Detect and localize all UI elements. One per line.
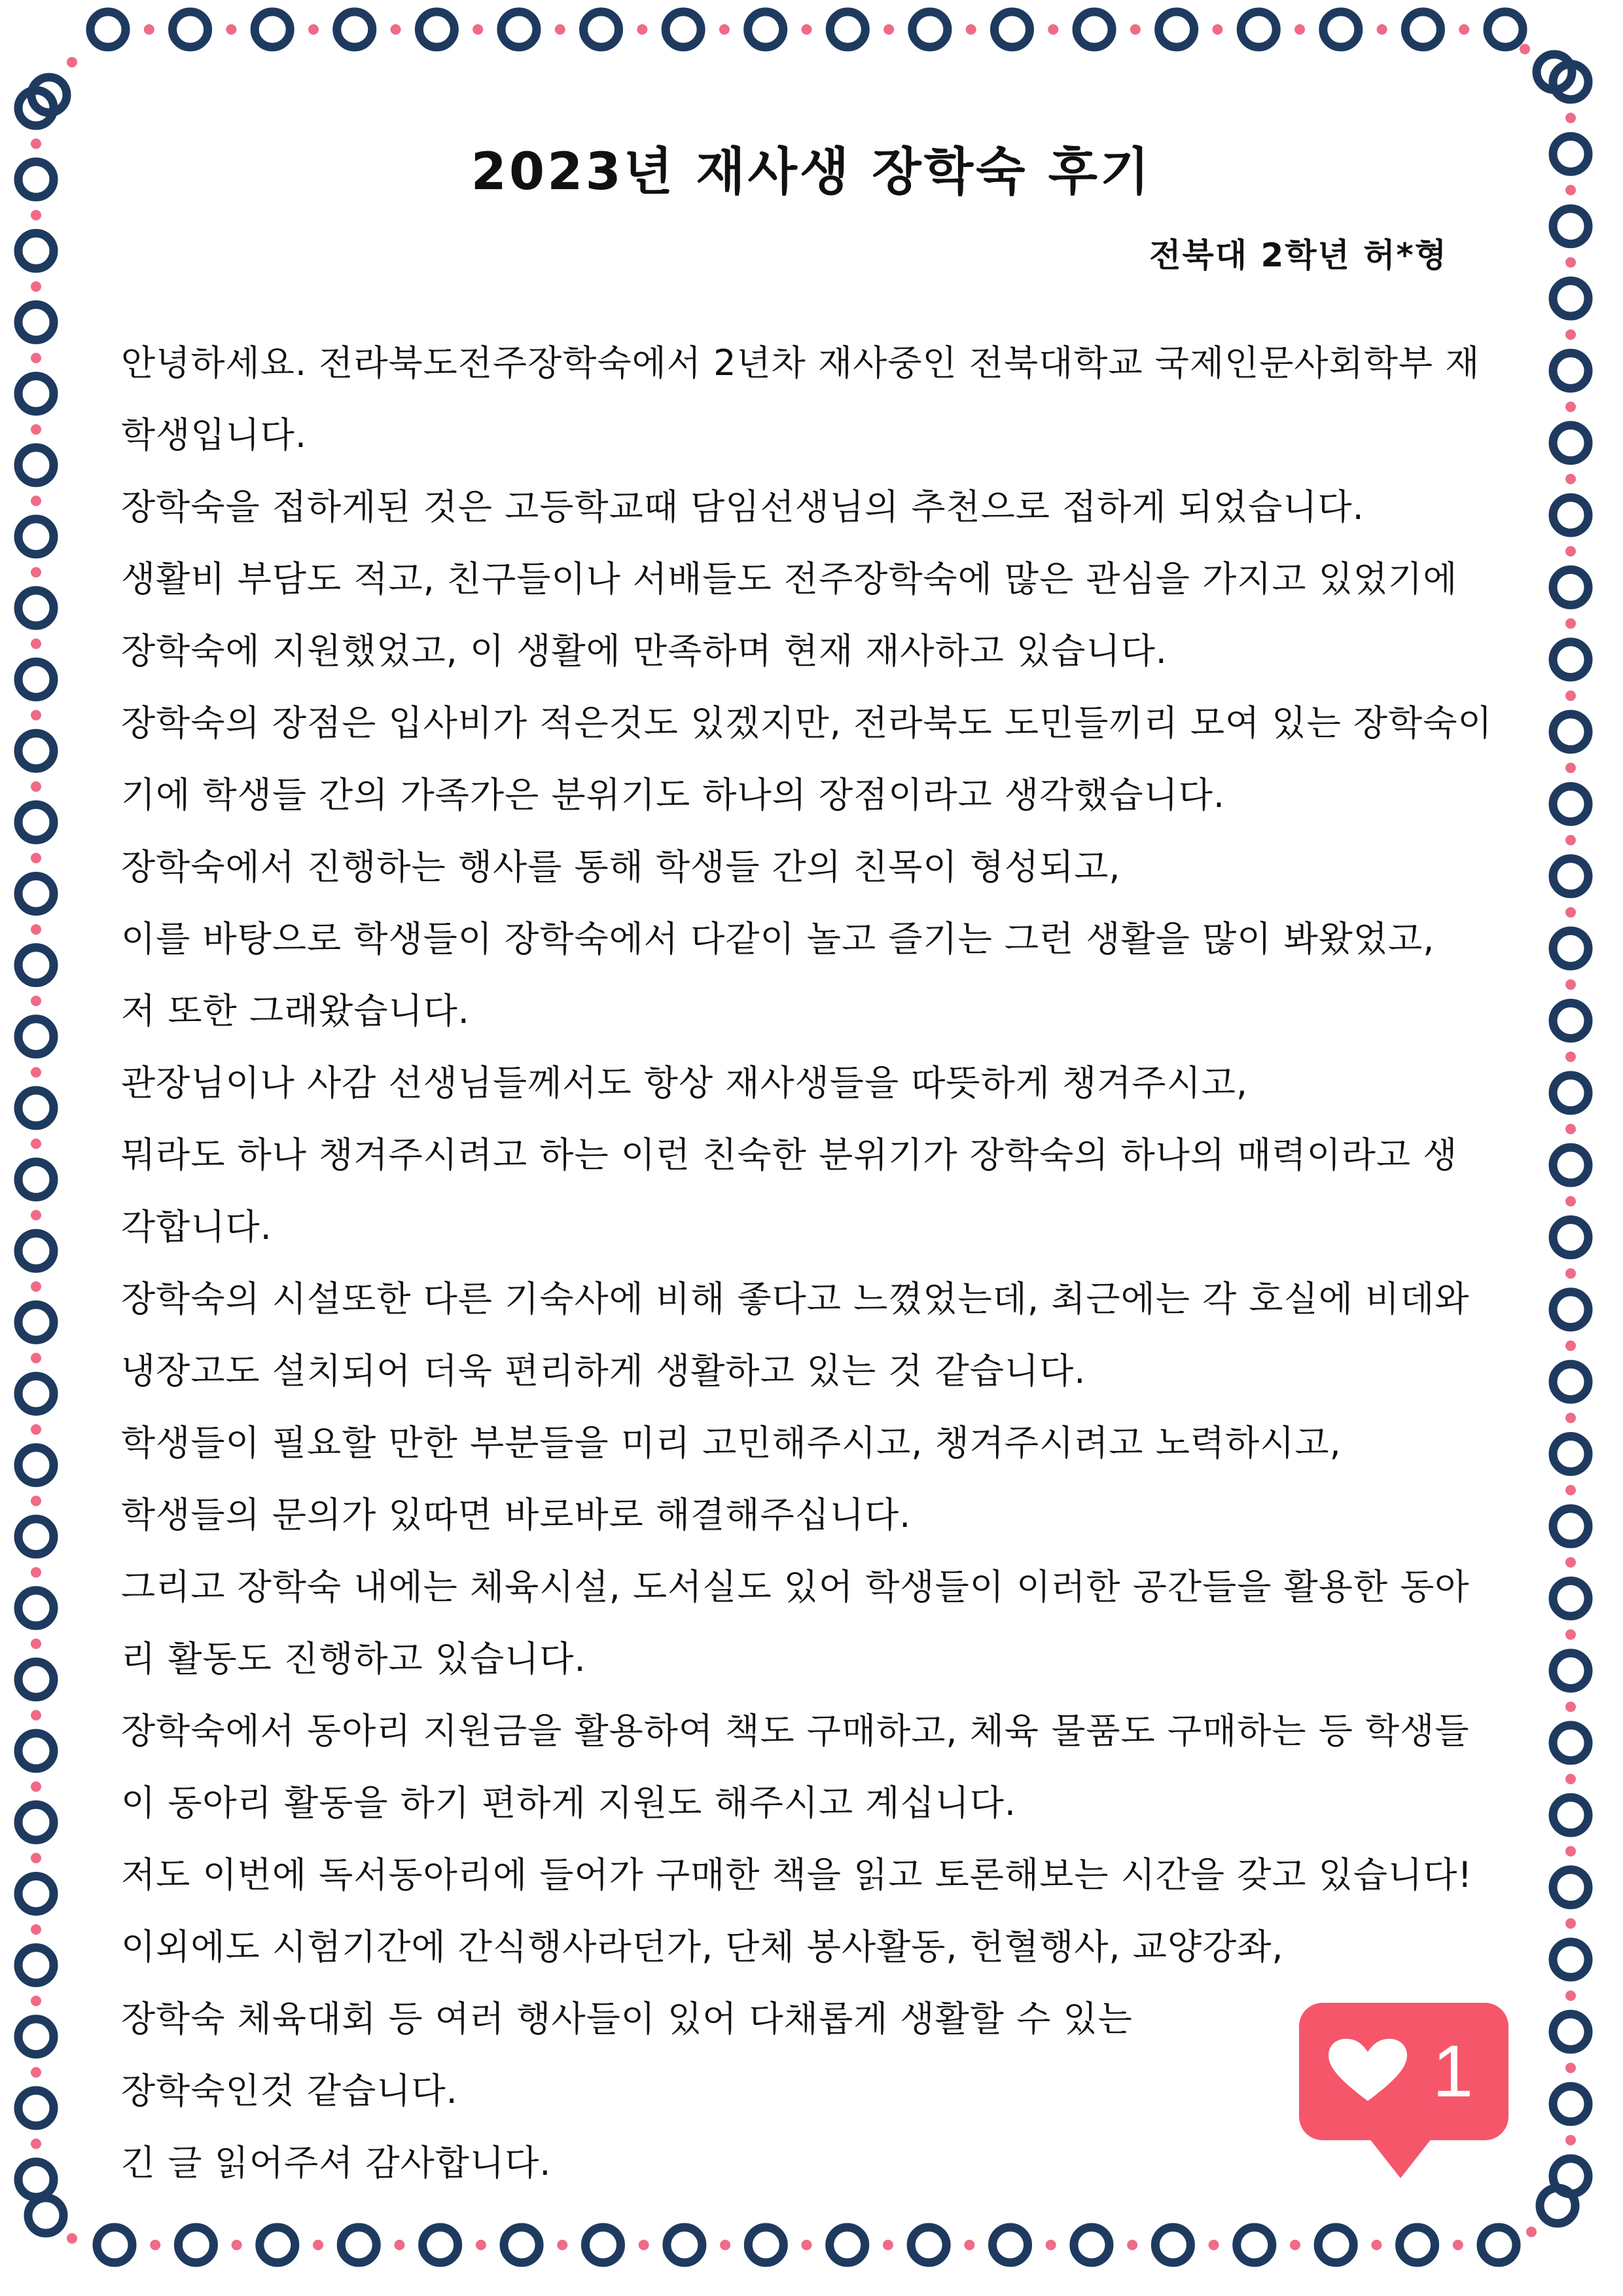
border-ring [18,590,54,626]
border-ring [667,2227,702,2263]
page-title: 2023년 재사생 장학숙 후기 [471,143,1152,202]
border-dot [31,1282,41,1292]
border-dot [1565,762,1576,773]
border-dot [31,1853,41,1863]
border-dot [1371,2240,1382,2250]
heart-icon [1329,2039,1407,2104]
border-dot [1209,2240,1219,2250]
border-dot [31,1924,41,1935]
border-ring [1553,1797,1588,1833]
border-ring [18,2162,54,2197]
text-line: 냉장고도 설치되어 더욱 편리하게 생활하고 있는 것 같습니다. [121,1350,1086,1391]
border-dot [31,353,41,363]
border-dot [1565,1846,1576,1856]
border-dot [308,24,319,35]
border-ring [830,12,865,47]
border-dot [1565,1629,1576,1640]
border-dot [31,1210,41,1221]
border-ring [1553,859,1588,894]
border-ring [1553,1942,1588,1977]
border-ring [1553,1870,1588,1905]
border-ring [18,1733,54,1768]
border-dot [1212,24,1222,35]
border-dot [555,24,565,35]
like-badge [1299,2003,1508,2140]
text-line: 장학숙인것 같습니다. [121,2070,458,2111]
author-line: 전북대 2학년 허*형 [1149,236,1448,274]
border-ring [1553,1437,1588,1472]
border-dot [31,1067,41,1077]
border-ring [1553,1075,1588,1111]
border-ring [666,12,701,47]
border-dot [1565,1990,1576,2001]
border-dot [883,24,894,35]
border-dot [31,1996,41,2006]
border-dot [1565,1340,1576,1351]
border-ring [912,12,948,47]
like-badge-tail [1364,2132,1436,2178]
border-dot [1565,691,1576,701]
border-dot [31,853,41,863]
border-dot [31,567,41,577]
border-dot [1565,402,1576,412]
border-ring [993,2227,1028,2263]
border-ring [1400,2227,1435,2263]
border-ring [585,2227,620,2263]
border-ring [501,12,537,47]
border-ring [1553,786,1588,821]
border-ring [18,1162,54,1197]
border-ring [1155,2227,1190,2263]
border-dot [144,24,154,35]
text-line: 이 동아리 활동을 하기 편하게 지원도 해주시고 계십니다. [121,1782,1017,1823]
border-dot [31,1139,41,1149]
border-dot [639,2240,649,2250]
border-dot [1565,835,1576,846]
border-dot [1565,1774,1576,1784]
border-dot [1565,1052,1576,1062]
border-dot [1565,2062,1576,2073]
border-dot [1565,1268,1576,1279]
border-ring [97,2227,132,2263]
border-ring [1553,1653,1588,1689]
border-dot [1565,1918,1576,1929]
border-dot [1565,329,1576,340]
border-ring [18,2019,54,2054]
text-line: 이를 바탕으로 학생들이 장학숙에서 다같이 놀고 즐기는 그런 생활을 많이 봐왔었고, [121,918,1435,960]
border-dot [31,710,41,721]
border-dot [1565,2135,1576,2145]
border-dot [1565,1485,1576,1496]
text-line: 장학숙에서 진행하는 행사를 통해 학생들 간의 친목이 형성되고, [121,846,1121,888]
border-ring [1553,569,1588,605]
border-ring [1553,1725,1588,1761]
border-ring [1553,642,1588,677]
border-ring [1553,1292,1588,1327]
border-ring [1241,12,1276,47]
border-dot [31,1353,41,1363]
border-dot [719,24,730,35]
text-line: 이외에도 시험기간에 간식행사라던가, 단체 봉사활동, 헌혈행사, 교양강좌, [121,1926,1284,1967]
border-dot [31,781,41,792]
text-line: 생활비 부담도 적고, 친구들이나 서배들도 전주장학숙에 많은 관심을 가지고 있었기에 [121,558,1458,600]
border-ring [18,519,54,554]
border-dot [720,2240,730,2250]
text-line: 리 활동도 진행하고 있습니다. [121,1638,586,1679]
border-ring [1553,497,1588,533]
border-ring [18,1090,54,1126]
border-ring [1553,931,1588,966]
border-ring [18,448,54,483]
text-line: 관장님이나 사감 선생님들께서도 항상 재사생들을 따뜻하게 챙겨주시고, [121,1062,1249,1103]
border-dot [31,424,41,435]
text-line: 학생들의 문의가 있따면 바로바로 해결해주십니다. [121,1494,912,1535]
border-ring [18,376,54,412]
border-ring [830,2227,865,2263]
border-dot [473,24,483,35]
border-ring [18,233,54,268]
border-ring [18,662,54,697]
text-line: 긴 글 읽어주셔 감사합니다. [121,2142,552,2183]
border-ring [18,1519,54,1554]
text-line: 저도 이번에 독서동아리에 들어가 구매한 책을 읽고 토론해보는 시간을 갖고 있습니다! [121,1854,1473,1895]
border-ring [748,12,783,47]
text-line: 저 또한 그래왔습니다. [121,990,470,1031]
border-dot [1520,44,1530,54]
border-dot [313,2240,323,2250]
border-ring [18,1304,54,1340]
border-dot [394,2240,404,2250]
border-ring [18,2090,54,2126]
border-dot [391,24,401,35]
border-dot [31,1567,41,1577]
border-ring [337,12,372,47]
border-dot [1565,113,1576,123]
text-line: 장학숙 체육대회 등 여러 행사들이 있어 다채롭게 생활할 수 있는 [121,1998,1133,2039]
border-ring [1553,209,1588,244]
border-dot [1294,24,1305,35]
border-ring [18,1448,54,1483]
border-ring [748,2227,783,2263]
text-line: 학생입니다. [121,414,307,456]
text-line: 장학숙의 장점은 입사비가 적은것도 있겠지만, 전라북도 도민들끼리 모여 있는 장학숙이 [121,702,1493,744]
border-ring [1074,2227,1109,2263]
border-dot [150,2240,160,2250]
border-ring [1553,281,1588,316]
border-dot [1565,474,1576,484]
border-ring [1488,12,1523,47]
border-ring [260,2227,295,2263]
border-dot [1046,2240,1056,2250]
border-ring [1553,1003,1588,1038]
border-dot [31,1710,41,1721]
border-ring [18,733,54,768]
border-ring [1553,1509,1588,1544]
border-ring [1553,1220,1588,1255]
border-dot [1459,24,1469,35]
border-ring [28,2198,63,2233]
border-dot [67,57,77,67]
border-ring [1553,353,1588,388]
border-ring [1318,2227,1353,2263]
border-ring [18,1590,54,1626]
border-ring [18,1662,54,1697]
border-ring [173,12,208,47]
border-dot [476,2240,486,2250]
border-ring [1553,714,1588,749]
border-ring [18,1948,54,1983]
border-ring [1481,2227,1516,2263]
border-dot [1565,257,1576,268]
border-dot [31,2067,41,2077]
border-dot [232,2240,242,2250]
border-ring [423,2227,458,2263]
border-ring [18,304,54,340]
border-dot [1048,24,1058,35]
border-dot [67,2233,77,2244]
border-dot [31,1424,41,1435]
border-dot [1565,1412,1576,1423]
border-ring [178,2227,213,2263]
border-ring [1553,1147,1588,1183]
border-dot [31,1496,41,1506]
border-ring [994,12,1029,47]
border-ring [18,804,54,840]
border-ring [1405,12,1440,47]
border-ring [18,948,54,983]
border-ring [90,12,126,47]
text-line: 장학숙을 접하게된 것은 고등학교때 담임선생님의 추천으로 접하게 되었습니다. [121,486,1364,528]
border-ring [18,1804,54,1840]
border-ring [1553,425,1588,461]
text-line: 뭐라도 하나 챙겨주시려고 하는 이런 친숙한 분위기가 장학숙의 하나의 매력이라고 생 [121,1134,1458,1175]
border-ring [1553,1581,1588,1616]
border-dot [31,1782,41,1792]
border-ring [911,2227,946,2263]
border-dot [964,2240,974,2250]
text-line: 학생들이 필요할 만한 부분들을 미리 고민해주시고, 챙겨주시려고 노력하시고, [121,1422,1342,1463]
border-ring [18,1876,54,1911]
border-ring [1237,2227,1272,2263]
border-dot [31,281,41,292]
border-ring [419,12,454,47]
text-line: 기에 학생들 간의 가족가은 분위기도 하나의 장점이라고 생각했습니다. [121,774,1226,816]
border-dot [1130,24,1141,35]
border-ring [255,12,290,47]
border-dot [31,495,41,506]
border-ring [341,2227,376,2263]
text-line: 그리고 장학숙 내에는 체육시설, 도서실도 있어 학생들이 이러한 공간들을 활용한 동아 [121,1566,1470,1607]
border-dot [31,639,41,649]
like-count: 1 [1432,2030,1474,2112]
text-line: 각합니다. [121,1206,272,1247]
border-dot [557,2240,567,2250]
border-ring [18,1019,54,1054]
border-ring [1077,12,1112,47]
border-dot [31,996,41,1006]
border-dot [31,924,41,935]
text-line: 장학숙에 지원했었고, 이 생활에 만족하며 현재 재사하고 있습니다. [121,630,1168,672]
border-dot [226,24,236,35]
border-ring [1553,2087,1588,2122]
border-dot [802,2240,812,2250]
border-ring [1553,2014,1588,2049]
border-ring [1323,12,1359,47]
border-dot [1565,1124,1576,1134]
border-dot [1290,2240,1300,2250]
border-dot [1565,907,1576,918]
border-ring [1553,1364,1588,1399]
border-dot [883,2240,893,2250]
border-dot [1127,2240,1137,2250]
border-dot [1526,2227,1537,2237]
border-ring [18,876,54,912]
text-line: 장학숙에서 동아리 지원금을 활용하여 책도 구매하고, 체육 물품도 구매하는 등 학생들 [121,1710,1470,1751]
border-dot [1453,2240,1463,2250]
border-ring [1159,12,1194,47]
border-dot [1565,546,1576,556]
border-dot [1565,619,1576,629]
review-body [121,327,1528,2199]
text-line: 장학숙의 시설또한 다른 기숙사에 비해 좋다고 느꼈었는데, 최근에는 각 호실에 비데와 [121,1278,1470,1319]
border-dot [802,24,812,35]
border-ring [18,1376,54,1411]
text-line: 안녕하세요. 전라북도전주장학숙에서 2년차 재사중인 전북대학교 국제인문사회학부 재 [121,342,1480,384]
border-dot [966,24,976,35]
border-ring [18,1233,54,1268]
border-dot [31,1638,41,1649]
border-dot [1377,24,1387,35]
border-dot [637,24,647,35]
border-dot [1565,1702,1576,1712]
border-ring [584,12,619,47]
border-dot [31,2138,41,2149]
border-dot [1565,1557,1576,1568]
border-dot [31,210,41,221]
border-dot [1565,979,1576,990]
border-ring [504,2227,539,2263]
border-dot [1565,1196,1576,1206]
